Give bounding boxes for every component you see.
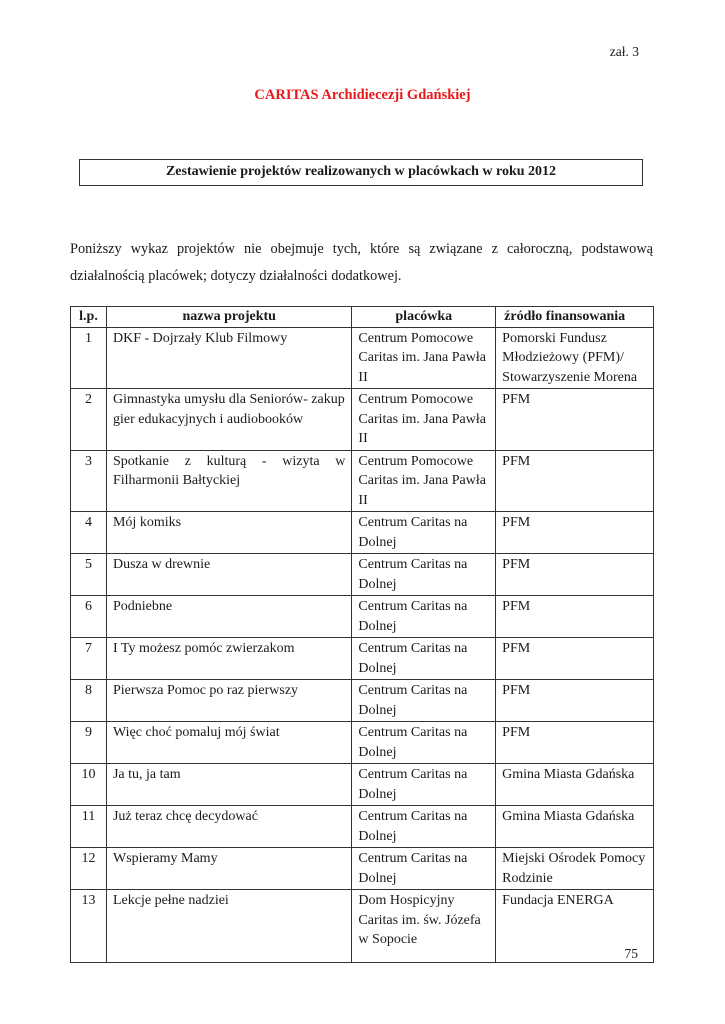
funding-source: Miejski Ośrodek Pomocy Rodzinie [496, 848, 654, 890]
row-number: 1 [71, 327, 107, 389]
projects-table [70, 306, 654, 963]
funding-source: Pomorski Fundusz Młodzieżowy (PFM)/ Stowarzyszenie Morena [496, 327, 654, 389]
header-lp: l.p. [71, 307, 107, 328]
row-number: 3 [71, 450, 107, 512]
table-row [71, 596, 654, 638]
project-name: Ja tu, ja tam [106, 764, 351, 806]
table-row [71, 890, 654, 963]
table-row [71, 848, 654, 890]
header-facility: placówka [352, 307, 496, 328]
table-row [71, 327, 654, 389]
facility: Centrum Caritas na Dolnej [352, 764, 496, 806]
facility: Centrum Caritas na Dolnej [352, 596, 496, 638]
project-name: Lekcje pełne nadziei [106, 890, 351, 963]
funding-source: PFM [496, 722, 654, 764]
row-number: 11 [71, 806, 107, 848]
table-row [71, 722, 654, 764]
facility: Centrum Pomocowe Caritas im. Jana Pawła II [352, 450, 496, 512]
table-row [71, 554, 654, 596]
header-project-name: nazwa projektu [106, 307, 351, 328]
project-name: DKF - Dojrzały Klub Filmowy [106, 327, 351, 389]
funding-source: Gmina Miasta Gdańska [496, 806, 654, 848]
facility: Centrum Pomocowe Caritas im. Jana Pawła II [352, 389, 496, 451]
facility: Centrum Caritas na Dolnej [352, 848, 496, 890]
funding-source: Gmina Miasta Gdańska [496, 764, 654, 806]
funding-source: PFM [496, 596, 654, 638]
row-number: 10 [71, 764, 107, 806]
row-number: 13 [71, 890, 107, 963]
project-name: Mój komiks [106, 512, 351, 554]
funding-source: PFM [496, 512, 654, 554]
annex-label: zał. 3 [609, 44, 639, 59]
project-name: Dusza w drewnie [106, 554, 351, 596]
document-title: Zestawienie projektów realizowanych w placówkach w roku 2012 [79, 159, 643, 186]
table-row [71, 450, 654, 512]
row-number: 8 [71, 680, 107, 722]
table-header-row [71, 307, 654, 328]
table-row [71, 680, 654, 722]
table-row [71, 806, 654, 848]
row-number: 5 [71, 554, 107, 596]
organization-name: CARITAS Archidiecezji Gdańskiej [254, 87, 471, 103]
facility: Centrum Caritas na Dolnej [352, 806, 496, 848]
table-row [71, 638, 654, 680]
intro-paragraph: Poniższy wykaz projektów nie obejmuje tych, które są związane z całoroczną, podstawową działalnością placówek; dotyczy działalności dodatkowej. [70, 241, 653, 284]
facility: Centrum Caritas na Dolnej [352, 638, 496, 680]
row-number: 6 [71, 596, 107, 638]
table-row [71, 764, 654, 806]
row-number: 9 [71, 722, 107, 764]
facility: Centrum Caritas na Dolnej [352, 680, 496, 722]
project-name: Wspieramy Mamy [106, 848, 351, 890]
funding-source: PFM [496, 450, 654, 512]
row-number: 7 [71, 638, 107, 680]
facility: Dom Hospicyjny Caritas im. św. Józefa w Sopocie [352, 890, 496, 963]
facility: Centrum Pomocowe Caritas im. Jana Pawła II [352, 327, 496, 389]
page-number: 75 [624, 946, 638, 961]
funding-source: PFM [496, 389, 654, 451]
funding-source: PFM [496, 554, 654, 596]
project-name: Więc choć pomaluj mój świat [106, 722, 351, 764]
header-funding-source: źródło finansowania [496, 307, 654, 328]
funding-source: Fundacja ENERGA [496, 890, 654, 963]
row-number: 12 [71, 848, 107, 890]
facility: Centrum Caritas na Dolnej [352, 722, 496, 764]
project-name: Spotkanie z kulturą - wizyta w Filharmonii Bałtyckiej [106, 450, 351, 512]
facility: Centrum Caritas na Dolnej [352, 512, 496, 554]
project-name: Podniebne [106, 596, 351, 638]
funding-source: PFM [496, 638, 654, 680]
table-row [71, 389, 654, 451]
funding-source: PFM [496, 680, 654, 722]
project-name: Już teraz chcę decydować [106, 806, 351, 848]
table-row [71, 512, 654, 554]
facility: Centrum Caritas na Dolnej [352, 554, 496, 596]
project-name: Pierwsza Pomoc po raz pierwszy [106, 680, 351, 722]
project-name: Gimnastyka umysłu dla Seniorów- zakup gier edukacyjnych i audiobooków [106, 389, 351, 451]
row-number: 2 [71, 389, 107, 451]
project-name: I Ty możesz pomóc zwierzakom [106, 638, 351, 680]
row-number: 4 [71, 512, 107, 554]
